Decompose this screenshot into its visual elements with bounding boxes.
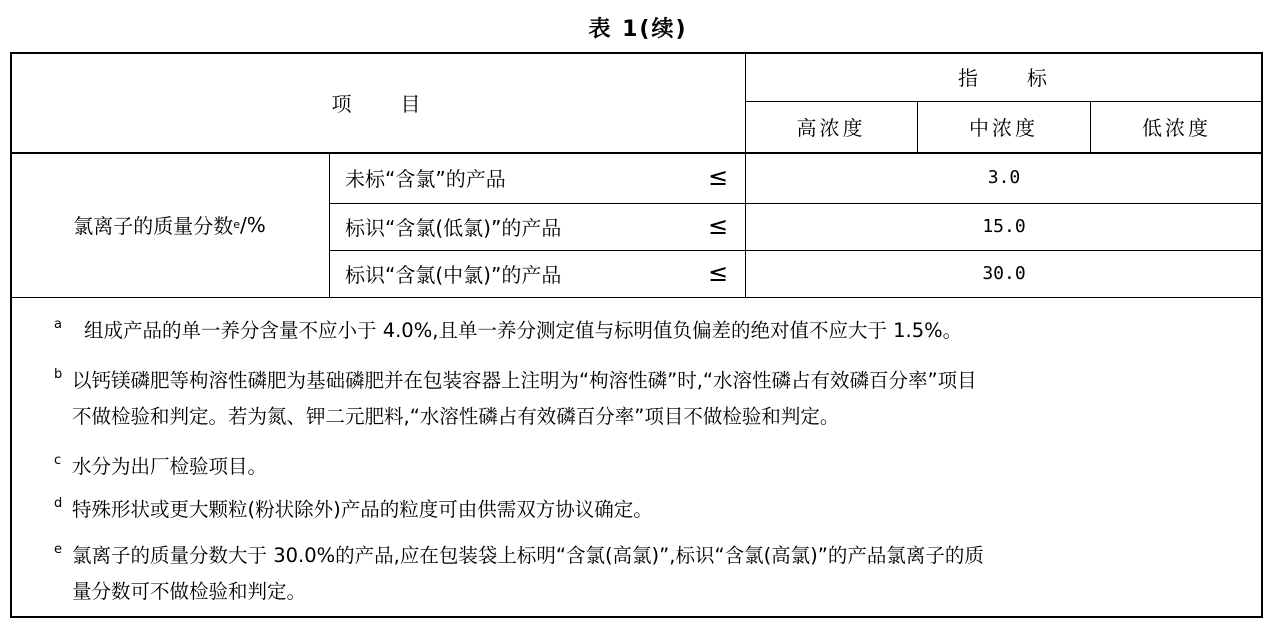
table-body-bottom-rule <box>10 297 1263 298</box>
footnote-line: 水分为出厂检验项目。 <box>72 455 268 478</box>
footnote-line: 量分数可不做检验和判定。 <box>72 580 307 603</box>
footnote-c <box>54 449 1252 485</box>
row-group-label-text: 氯离子的质量分数 <box>73 214 234 238</box>
footnote-mark: d <box>54 496 63 511</box>
table-caption: 表 1(续) <box>588 17 688 42</box>
footnote-mark: b <box>54 367 63 382</box>
header-item: 项 目 <box>331 91 424 116</box>
row-value: 15.0 <box>982 216 1026 237</box>
leq-symbol: ≤ <box>708 163 729 191</box>
leq-symbol: ≤ <box>708 259 729 287</box>
row-group-label <box>10 152 329 297</box>
row-label-divider <box>329 152 330 297</box>
row-group-label-unit: /% <box>240 212 266 237</box>
footnote-e <box>54 538 1252 610</box>
footnote-line: 氯离子的质量分数大于 30.0%的产品,应在包装袋上标明“含氯(高氯)”,标识“含氯(高氯)”的产品氯离子的质 <box>72 544 984 567</box>
footnote-b <box>54 363 1252 435</box>
row-value: 30.0 <box>982 263 1026 284</box>
row-item: 标识“含氯(低氯)”的产品 <box>345 216 562 240</box>
leq-symbol: ≤ <box>708 212 729 240</box>
header-level-medium: 中浓度 <box>969 116 1038 140</box>
footnote-line: 组成产品的单一养分含量不应小于 4.0%,且单一养分测定值与标明值负偏差的绝对值不应大于 1.5%。 <box>84 319 963 342</box>
row-item: 未标“含氯”的产品 <box>345 167 506 191</box>
row-item: 标识“含氯(中氯)”的产品 <box>345 263 562 287</box>
footnote-mark: a <box>54 317 62 332</box>
row-value: 3.0 <box>987 167 1021 188</box>
footnote-mark: e <box>54 542 62 557</box>
footnote-line: 以钙镁磷肥等枸溶性磷肥为基础磷肥并在包装容器上注明为“枸溶性磷”时,“水溶性磷占有效磷百分率”项目 <box>72 369 977 392</box>
footnote-line: 特殊形状或更大颗粒(粉状除外)产品的粒度可由供需双方协议确定。 <box>72 498 653 521</box>
footnote-mark: c <box>54 453 62 468</box>
footnote-a <box>54 313 1252 349</box>
footnote-line: 不做检验和判定。若为氮、钾二元肥料,“水溶性磷占有效磷百分率”项目不做检验和判定。 <box>72 405 840 428</box>
footnote-d <box>54 492 1252 528</box>
header-level-high: 高浓度 <box>796 116 866 140</box>
header-indicator: 指 标 <box>958 66 1050 90</box>
row-group-label-mark: e <box>233 218 241 231</box>
header-level-low: 低浓度 <box>1142 116 1211 140</box>
